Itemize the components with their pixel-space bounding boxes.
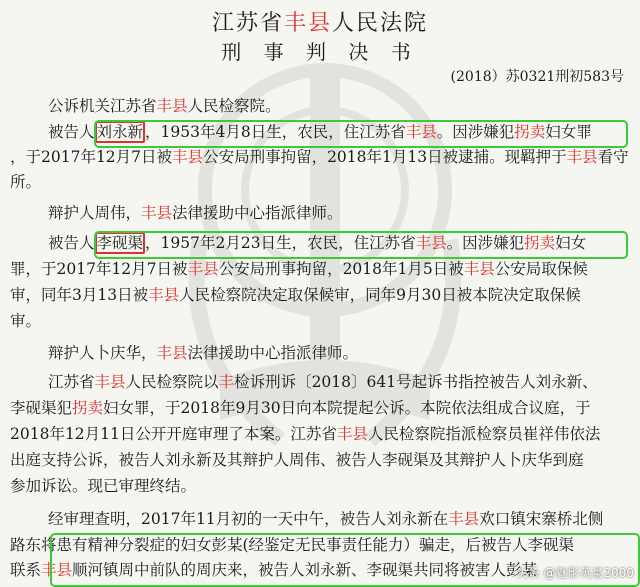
defendant-1-custody: 所。 <box>10 173 42 191</box>
defendant-2-detention: 罪，于2017年12月7日被丰县公安局刑事拘留，2018年1月5日被丰县公安局取保候 <box>10 260 588 278</box>
defendant-2-line <box>48 233 586 253</box>
case-number: (2018）苏0321刑初583号 <box>450 69 624 85</box>
label-defendant: 被告人 <box>48 123 95 141</box>
defendant-1-name: 刘永新 <box>96 123 144 141</box>
defendant-1-line <box>48 122 592 142</box>
defendant-1-detention: ，于2017年12月7日被丰县公安局刑事拘留，2018年1月13日被逮捕。现羁押于丰县看守 <box>10 148 629 166</box>
facts-line-3: 联系丰县顺河镇周中前队的周庆来，被告人刘永新、李砚渠共同将被害人彭某 <box>10 561 538 579</box>
indictment-line-1: 江苏省丰县人民检察院以丰检诉刑诉〔2018〕641号起诉书指控被告人刘永新、 <box>48 373 598 391</box>
defender-2: 辩护人卜庆华，丰县法律援助中心指派律师。 <box>48 344 359 362</box>
indictment-line-3: 2018年12月11日公开开庭审理了本案。江苏省丰县人民检察院指派检察员崔祥伟依法 <box>10 425 601 443</box>
defendant-2-bail: 审，同年3月13日被丰县人民检察院决定取保候审，同年9月30日被本院决定取保候 <box>10 286 581 304</box>
indictment-line-4: 出庭支持公诉，被告人刘永新及其辩护人周伟、被告人李砚渠及其辩护人卜庆华到庭 <box>10 451 584 469</box>
defendant-2-name: 李砚渠 <box>96 234 144 252</box>
defendant-2-info: ，1957年2月23日生，农民，住江苏省丰县。因涉嫌犯拐卖妇女 <box>145 234 587 252</box>
defendant-1-info: ，1953年4月8日生，农民，住江苏省丰县。因涉嫌犯拐卖妇女罪 <box>145 123 592 141</box>
document-type: 刑 事 判 决 书 <box>221 40 419 64</box>
watermark-text: 头条 @魅影英豪2000 <box>515 566 634 580</box>
indictment-line-2: 李砚渠犯拐卖妇女罪，于2018年9月30日向本院提起公诉。本院依法组成合议庭，于 <box>10 399 591 417</box>
facts-line-2: 路东将患有精神分裂症的妇女彭某(经鉴定无民事责任能力）骗走，后被告人李砚渠 <box>10 536 575 554</box>
para-prosecutor: 公诉机关江苏省丰县人民检察院。 <box>48 97 281 115</box>
facts-line-1: 经审理查明，2017年11月初的一天中午，被告人刘永新在丰县欢口镇宋寨桥北侧 <box>48 510 604 528</box>
defendant-2-bail-end: 审。 <box>10 312 42 330</box>
court-title: 江苏省丰县人民法院 <box>211 11 429 36</box>
defender-1: 辩护人周伟，丰县法律援助中心指派律师。 <box>48 204 343 222</box>
indictment-line-5: 参加诉讼。现已审理终结。 <box>10 477 197 495</box>
label-defendant-2: 被告人 <box>48 234 95 252</box>
